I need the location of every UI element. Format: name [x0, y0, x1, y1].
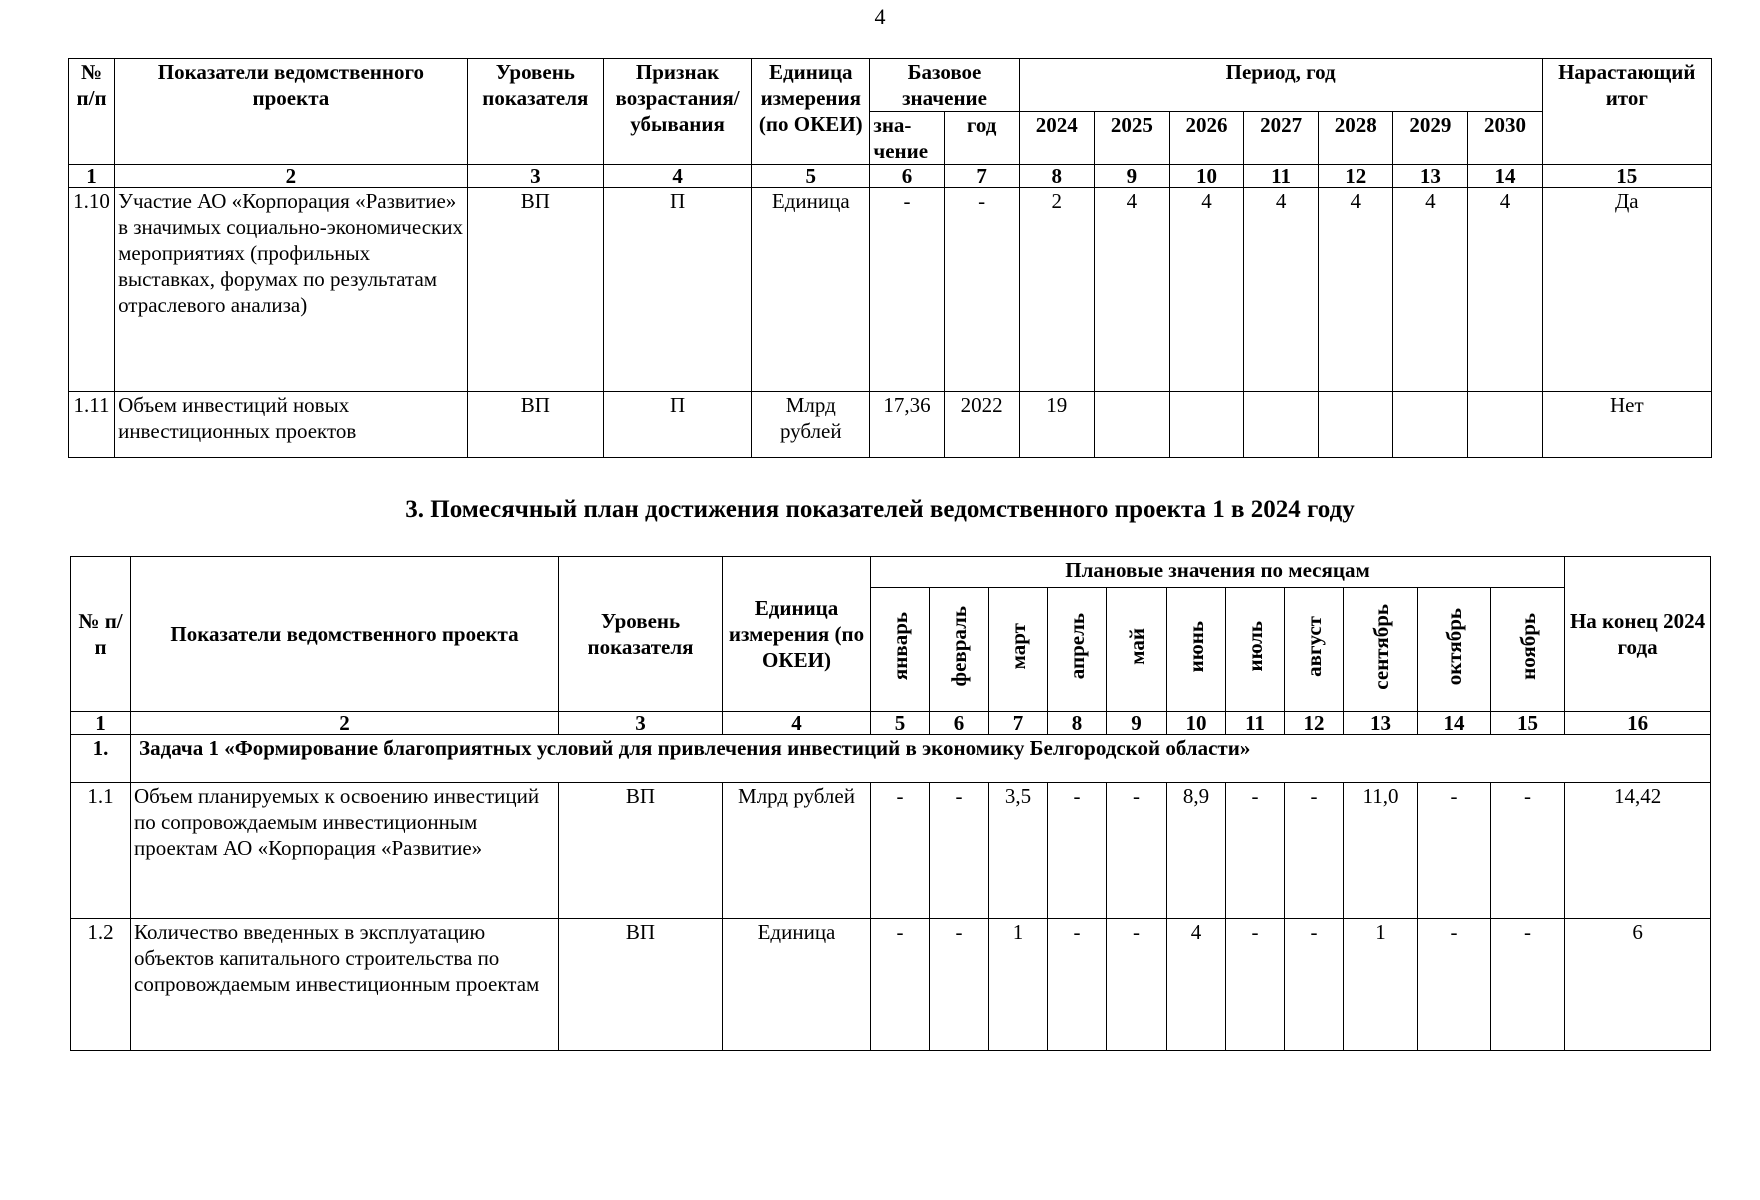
column-number: 13: [1344, 712, 1418, 735]
task-row: [71, 735, 1711, 783]
column-number: 11: [1244, 165, 1319, 188]
row-month-value: -: [871, 783, 930, 919]
header-indicator: Показатели ведомственного проекта: [115, 59, 468, 165]
header-month: [1048, 588, 1107, 712]
row-year-value: 4: [1393, 188, 1468, 392]
header-month-label: февраль: [947, 606, 971, 687]
column-number: 9: [1107, 712, 1167, 735]
row-year-value: 19: [1019, 392, 1094, 458]
task-num: 1.: [71, 735, 131, 783]
header-month: [1491, 588, 1565, 712]
column-number: 6: [870, 165, 944, 188]
header-month: [871, 588, 930, 712]
column-number: 15: [1542, 165, 1711, 188]
column-number: 7: [944, 165, 1019, 188]
header-year: 2026: [1169, 112, 1243, 165]
row-sign: П: [603, 188, 751, 392]
row-month-value: -: [1107, 783, 1167, 919]
column-number-row: [71, 712, 1711, 735]
row-year-value: [1319, 392, 1393, 458]
header-month-label: сентябрь: [1368, 603, 1393, 690]
section-title: 3. Помесячный план достижения показателей ведомственного проекта 1 в 2024 году: [405, 496, 1355, 523]
header-period: Период, год: [1019, 59, 1542, 112]
column-number: 12: [1319, 165, 1393, 188]
row-unit: Млрд рублей: [752, 392, 870, 458]
column-number: 8: [1019, 165, 1094, 188]
column-number: 1: [71, 712, 131, 735]
row-year-value: [1244, 392, 1319, 458]
header-month-label: июнь: [1184, 620, 1208, 673]
row-name: Объем инвестиций новых инвестиционных проектов: [115, 392, 468, 458]
header-num: № п/п: [71, 557, 131, 712]
header-month: [1167, 588, 1226, 712]
table-row: [71, 919, 1711, 1051]
header-cumulative: Нарастающий итог: [1542, 59, 1711, 165]
row-year-value: 4: [1244, 188, 1319, 392]
header-month-label: ноябрь: [1515, 613, 1540, 680]
row-year-value: 4: [1094, 188, 1169, 392]
task-text: Задача 1 «Формирование благоприятных условий для привлечения инвестиций в экономику Белгородской области»: [131, 735, 1711, 783]
header-year: 2029: [1393, 112, 1468, 165]
column-number: 13: [1393, 165, 1468, 188]
header-month: [1285, 588, 1344, 712]
row-month-value: 8,9: [1167, 783, 1226, 919]
row-level: ВП: [467, 188, 603, 392]
header-month: [1226, 588, 1285, 712]
header-level: Уровень показателя: [559, 557, 723, 712]
row-month-value: -: [930, 783, 989, 919]
header-level: Уровень показателя: [467, 59, 603, 165]
column-number: 12: [1285, 712, 1344, 735]
column-number: 3: [559, 712, 723, 735]
row-year-value: 4: [1169, 188, 1243, 392]
row-end-value: 14,42: [1565, 783, 1711, 919]
header-sign: Признак возрастания/ убывания: [603, 59, 751, 165]
header-month-label: март: [1006, 623, 1030, 670]
row-month-value: 3,5: [989, 783, 1048, 919]
column-number: 8: [1048, 712, 1107, 735]
column-number: 16: [1565, 712, 1711, 735]
row-year-value: [1468, 392, 1542, 458]
column-number: 5: [752, 165, 870, 188]
page-number: 4: [874, 4, 886, 29]
row-cumulative: Да: [1542, 188, 1711, 392]
column-number: 15: [1491, 712, 1565, 735]
header-base-value: зна- чение: [870, 112, 944, 165]
column-number: 7: [989, 712, 1048, 735]
header-month: [930, 588, 989, 712]
row-base-year: -: [944, 188, 1019, 392]
row-month-value: 1: [1344, 919, 1418, 1051]
header-month: [1107, 588, 1167, 712]
row-level: ВП: [467, 392, 603, 458]
header-month-label: май: [1124, 628, 1149, 665]
row-num: 1.10: [69, 188, 115, 392]
row-year-value: 4: [1319, 188, 1393, 392]
header-month-label: июль: [1243, 621, 1267, 672]
monthly-plan-table: [70, 556, 1711, 1051]
column-number: 4: [603, 165, 751, 188]
row-month-value: -: [1226, 919, 1285, 1051]
header-month: [1344, 588, 1418, 712]
column-number: 9: [1094, 165, 1169, 188]
row-name: Участие АО «Корпорация «Развитие» в значимых социально-экономических мероприятиях (профильных выставках, форумах по результатам отраслевого анализа): [115, 188, 468, 392]
column-number: 11: [1226, 712, 1285, 735]
column-number: 5: [871, 712, 930, 735]
row-month-value: 4: [1167, 919, 1226, 1051]
row-month-value: -: [1491, 919, 1565, 1051]
header-year: 2028: [1319, 112, 1393, 165]
column-number: 14: [1418, 712, 1491, 735]
table-row: [71, 783, 1711, 919]
column-number: 10: [1167, 712, 1226, 735]
row-year-value: [1094, 392, 1169, 458]
row-name: Объем планируемых к освоению инвестиций по сопровождаемым инвестиционным проектам АО «Корпорация «Развитие»: [131, 783, 559, 919]
header-month-label: апрель: [1065, 613, 1089, 680]
row-num: 1.11: [69, 392, 115, 458]
header-month-label: январь: [888, 612, 912, 681]
row-month-value: -: [871, 919, 930, 1051]
row-month-value: -: [930, 919, 989, 1051]
column-number-row: [69, 165, 1712, 188]
indicators-table: [68, 58, 1712, 458]
row-level: ВП: [559, 919, 723, 1051]
row-month-value: -: [1048, 783, 1107, 919]
header-month: [1418, 588, 1491, 712]
row-month-value: -: [1107, 919, 1167, 1051]
column-number: 2: [115, 165, 468, 188]
column-number: 14: [1468, 165, 1542, 188]
header-unit: Единица измерения (по ОКЕИ): [723, 557, 871, 712]
row-num: 1.1: [71, 783, 131, 919]
row-year-value: [1169, 392, 1243, 458]
header-year: 2030: [1468, 112, 1542, 165]
row-level: ВП: [559, 783, 723, 919]
row-unit: Млрд рублей: [723, 783, 871, 919]
row-month-value: -: [1418, 783, 1491, 919]
column-number: 4: [723, 712, 871, 735]
row-cumulative: Нет: [1542, 392, 1711, 458]
table-row: [69, 188, 1712, 392]
header-month-label: октябрь: [1442, 607, 1466, 686]
row-month-value: -: [1491, 783, 1565, 919]
row-base-value: 17,36: [870, 392, 944, 458]
column-number: 1: [69, 165, 115, 188]
header-base: Базовое значение: [870, 59, 1019, 112]
row-base-value: -: [870, 188, 944, 392]
header-end-of-year: На конец 2024 года: [1565, 557, 1711, 712]
header-monthly: Плановые значения по месяцам: [871, 557, 1565, 588]
table-row: [69, 392, 1712, 458]
row-month-value: -: [1048, 919, 1107, 1051]
row-name: Количество введенных в эксплуатацию объектов капитального строительства по сопровождаемым инвестиционным проектам: [131, 919, 559, 1051]
header-month: [989, 588, 1048, 712]
row-month-value: -: [1226, 783, 1285, 919]
row-base-year: 2022: [944, 392, 1019, 458]
row-sign: П: [603, 392, 751, 458]
header-year: 2024: [1019, 112, 1094, 165]
row-month-value: -: [1418, 919, 1491, 1051]
column-number: 2: [131, 712, 559, 735]
row-year-value: [1393, 392, 1468, 458]
header-base-year: год: [944, 112, 1019, 165]
row-month-value: 11,0: [1344, 783, 1418, 919]
row-month-value: -: [1285, 919, 1344, 1051]
row-unit: Единица: [752, 188, 870, 392]
header-unit: Единица измерения (по ОКЕИ): [752, 59, 870, 165]
header-month-label: август: [1302, 616, 1326, 677]
row-year-value: 2: [1019, 188, 1094, 392]
header-indicator: Показатели ведомственного проекта: [131, 557, 559, 712]
column-number: 10: [1169, 165, 1243, 188]
row-num: 1.2: [71, 919, 131, 1051]
column-number: 6: [930, 712, 989, 735]
row-year-value: 4: [1468, 188, 1542, 392]
row-month-value: 1: [989, 919, 1048, 1051]
row-month-value: -: [1285, 783, 1344, 919]
header-year: 2027: [1244, 112, 1319, 165]
row-end-value: 6: [1565, 919, 1711, 1051]
header-year: 2025: [1094, 112, 1169, 165]
column-number: 3: [467, 165, 603, 188]
header-num: № п/п: [69, 59, 115, 165]
row-unit: Единица: [723, 919, 871, 1051]
